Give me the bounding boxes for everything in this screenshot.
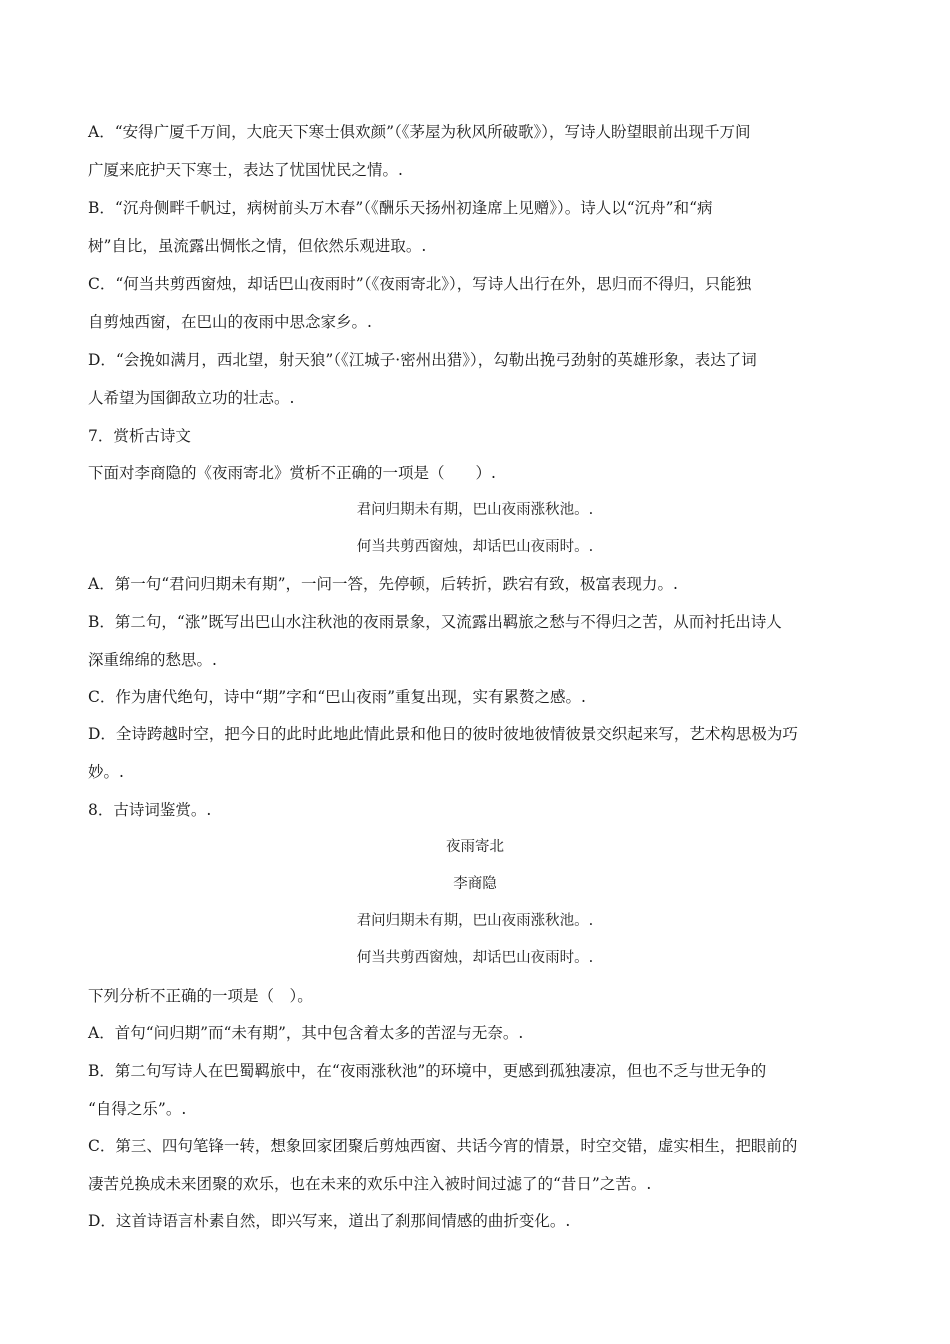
- q8-option-c-line1: C．第三、四句笔锋一转，想象回家团聚后剪烛西窗、共话今宵的情景，时空交错，虚实相生，把眼前的: [88, 1137, 798, 1155]
- q7-option-c: C．作为唐代绝句，诗中“期”字和“巴山夜雨”重复出现，实有累赘之感。.: [88, 688, 586, 706]
- q7-option-b-line2: 深重绵绵的愁思。.: [88, 651, 217, 669]
- q7-heading: 7．赏析古诗文: [88, 427, 191, 445]
- q8-heading: 8．古诗词鉴赏。.: [88, 801, 212, 819]
- q7-option-d-line2: 妙。.: [88, 763, 124, 781]
- q7-option-d-line1: D．全诗跨越时空，把今日的此时此地此情此景和他日的彼时彼地彼情彼景交织起来写，艺术构思极为巧: [88, 725, 798, 743]
- q6-option-c-line2: 自剪烛西窗，在巴山的夜雨中思念家乡。.: [88, 313, 372, 331]
- q6-option-c-line1: C．“何当共剪西窗烛，却话巴山夜雨时”（《夜雨寄北》），写诗人出行在外，思归而不得归，只能独: [88, 275, 752, 293]
- q7-stem: 下面对李商隐的《夜雨寄北》赏析不正确的一项是（ ）.: [88, 464, 496, 482]
- q6-option-a-line2: 广厦来庇护天下寒士，表达了忧国忧民之情。.: [88, 161, 403, 179]
- q8-option-c-line2: 凄苦兑换成未来团聚的欢乐，也在未来的欢乐中注入被时间过滤了的“昔日”之苦。.: [88, 1175, 652, 1193]
- q8-option-b-line2: “自得之乐”。.: [88, 1100, 187, 1118]
- q6-option-b-line2: 树”自比，虽流露出惆怅之情，但依然乐观进取。.: [88, 237, 427, 255]
- q8-option-d: D．这首诗语言朴素自然，即兴写来，道出了刹那间情感的曲折变化。.: [88, 1212, 571, 1230]
- q8-poem-author: 李商隐: [453, 876, 497, 892]
- q6-option-a-line1: A．“安得广厦千万间，大庇天下寒士俱欢颜”（《茅屋为秋风所破歌》），写诗人盼望眼前出现千万间: [88, 123, 751, 141]
- q7-poem-line2: 何当共剪西窗烛，却话巴山夜雨时。.: [356, 539, 594, 555]
- q8-poem-line1: 君问归期未有期，巴山夜雨涨秋池。.: [356, 913, 594, 929]
- q8-option-b-line1: B．第二句写诗人在巴蜀羁旅中，在“夜雨涨秋池”的环境中，更感到孤独凄凉，但也不乏与世无争的: [88, 1062, 767, 1080]
- q8-option-a: A．首句“问归期”而“未有期”，其中包含着太多的苦涩与无奈。.: [88, 1024, 524, 1042]
- q8-poem-title: 夜雨寄北: [446, 839, 504, 855]
- q8-stem: 下列分析不正确的一项是（ ）。: [88, 987, 313, 1005]
- q7-poem-line1: 君问归期未有期，巴山夜雨涨秋池。.: [356, 502, 594, 518]
- q6-option-d-line2: 人希望为国御敌立功的壮志。.: [88, 389, 295, 407]
- q6-option-d-line1: D．“会挽如满月，西北望，射天狼”（《江城子·密州出猎》），勾勒出挽弓劲射的英雄形象，表达了词: [88, 351, 757, 369]
- q8-poem-line2: 何当共剪西窗烛，却话巴山夜雨时。.: [356, 950, 594, 966]
- q7-option-b-line1: B．第二句，“涨”既写出巴山水注秋池的夜雨景象，又流露出羁旅之愁与不得归之苦，从而衬托出诗人: [88, 613, 782, 631]
- q6-option-b-line1: B．“沉舟侧畔千帆过，病树前头万木春”（《酬乐天扬州初逢席上见赠》）。诗人以“沉舟”和“病: [88, 199, 713, 217]
- q7-option-a: A．第一句“君问归期未有期”，一问一答，先停顿，后转折，跌宕有致，极富表现力。.: [88, 575, 678, 593]
